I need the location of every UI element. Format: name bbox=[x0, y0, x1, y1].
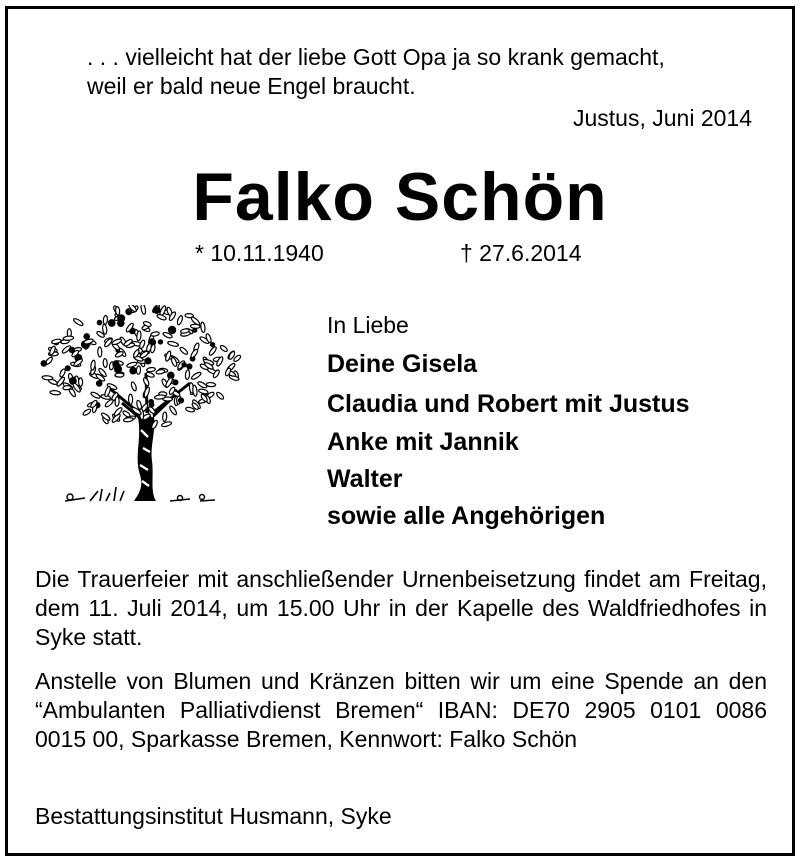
tree-leaf bbox=[79, 378, 83, 386]
tree-leaf bbox=[185, 370, 190, 380]
mourner-name: Claudia und Robert mit Justus bbox=[327, 390, 690, 418]
tree-leaf bbox=[123, 417, 133, 422]
tree-leaf bbox=[103, 315, 108, 324]
tree-leaf bbox=[136, 366, 141, 375]
tree-fruit bbox=[144, 357, 151, 364]
quote-line-2: weil er bald neue Engel braucht. bbox=[87, 73, 416, 99]
ceremony-text: Die Trauerfeier mit anschließender Urnenbeisetzung findet am Freitag, dem 11. Juli 2014, um 15.00 Uhr in der Kapelle des Waldfriedhofes in Syke statt. bbox=[35, 566, 767, 650]
tree-leaf bbox=[206, 382, 215, 387]
mourners-intro: In Liebe bbox=[327, 312, 409, 338]
tree-icon bbox=[30, 305, 252, 510]
tree-leaf bbox=[104, 386, 112, 398]
death-date: † 27.6.2014 bbox=[460, 240, 582, 266]
tree-fruit bbox=[178, 397, 184, 403]
mourner-name: Anke mit Jannik bbox=[327, 428, 519, 456]
tree-fruit bbox=[41, 360, 48, 367]
tree-fruit bbox=[147, 421, 153, 427]
tree-fruit bbox=[97, 320, 103, 326]
tree-leaf bbox=[82, 408, 92, 416]
tree-leaf bbox=[156, 369, 165, 375]
tree-leaf bbox=[200, 322, 205, 333]
tree-leaf bbox=[219, 344, 228, 352]
tree-leaf bbox=[115, 306, 120, 315]
tree-leaf bbox=[103, 359, 107, 368]
mourner-name: sowie alle Angehörigen bbox=[327, 502, 606, 530]
tree-leaf bbox=[216, 391, 225, 400]
tree-fruit bbox=[158, 339, 163, 344]
tree-leaf bbox=[98, 347, 102, 357]
tree-leaf bbox=[50, 390, 61, 395]
tree-leaf bbox=[162, 412, 166, 422]
tree-leaf bbox=[142, 377, 149, 386]
tree-leaf bbox=[63, 385, 72, 390]
tree-leaf bbox=[167, 341, 179, 348]
tree-leaf bbox=[63, 336, 74, 341]
tree-fruit bbox=[114, 365, 122, 373]
tree-fruit bbox=[153, 306, 161, 314]
tree-leaf bbox=[150, 331, 159, 337]
tree-fruit bbox=[173, 379, 179, 385]
tree-leaf bbox=[165, 351, 172, 362]
tree-fruit bbox=[83, 333, 90, 340]
tree-leaf bbox=[136, 331, 141, 341]
tree-leaf bbox=[73, 317, 84, 326]
tree-leaf bbox=[129, 394, 133, 404]
tree-leaf bbox=[140, 305, 146, 315]
tree-leaf bbox=[198, 388, 208, 394]
tree-fruit bbox=[186, 363, 192, 369]
tree-leaf bbox=[146, 367, 155, 372]
tree-leaf bbox=[139, 339, 146, 349]
tree-fruit bbox=[96, 380, 103, 387]
tree-fruit bbox=[181, 362, 186, 367]
tree-leaf bbox=[179, 346, 189, 355]
tree-leaf bbox=[115, 373, 124, 377]
tree-leaf bbox=[130, 381, 137, 391]
tree-leaf bbox=[154, 394, 165, 399]
tree-fruit bbox=[108, 319, 116, 327]
tree-leaf bbox=[176, 315, 183, 325]
deceased-name: Falko Schön bbox=[192, 159, 608, 235]
quote-line-1: . . . vielleicht hat der liebe Gott Opa ja so krank gemacht, bbox=[87, 44, 665, 70]
tree-leaf bbox=[59, 368, 66, 377]
tree-leaf bbox=[169, 405, 178, 416]
tree-leaf bbox=[190, 348, 199, 358]
tree-leaf bbox=[115, 397, 119, 407]
tree-fruit bbox=[148, 399, 154, 405]
tree-fruit bbox=[129, 367, 137, 375]
donation-text: Anstelle von Blumen und Kränzen bitten wir um eine Spende an den “Ambulanten Palliativdienst Bremen“ IBAN: DE70 2905 0101 0086 0015 00, Sparkasse Bremen, Kennwort: Falko Schön bbox=[35, 668, 767, 752]
mourner-name: Deine Gisela bbox=[327, 350, 478, 378]
tree-leaf bbox=[51, 338, 61, 344]
birth-date: * 10.11.1940 bbox=[195, 240, 324, 266]
tree-fruit bbox=[210, 342, 215, 347]
tree-leaf bbox=[161, 421, 172, 428]
mourner-name: Walter bbox=[327, 465, 403, 493]
tree-leaf bbox=[190, 371, 201, 380]
tree-leaf bbox=[143, 387, 150, 398]
quote-signature: Justus, Juni 2014 bbox=[572, 105, 752, 131]
tree-fruit bbox=[168, 326, 176, 334]
tree-leaf bbox=[42, 375, 53, 380]
tree-leaf bbox=[208, 346, 217, 356]
funeral-home: Bestattungsinstitut Husmann, Syke bbox=[35, 803, 392, 829]
tree-leaf bbox=[90, 391, 101, 399]
tree-leaf bbox=[126, 361, 137, 368]
